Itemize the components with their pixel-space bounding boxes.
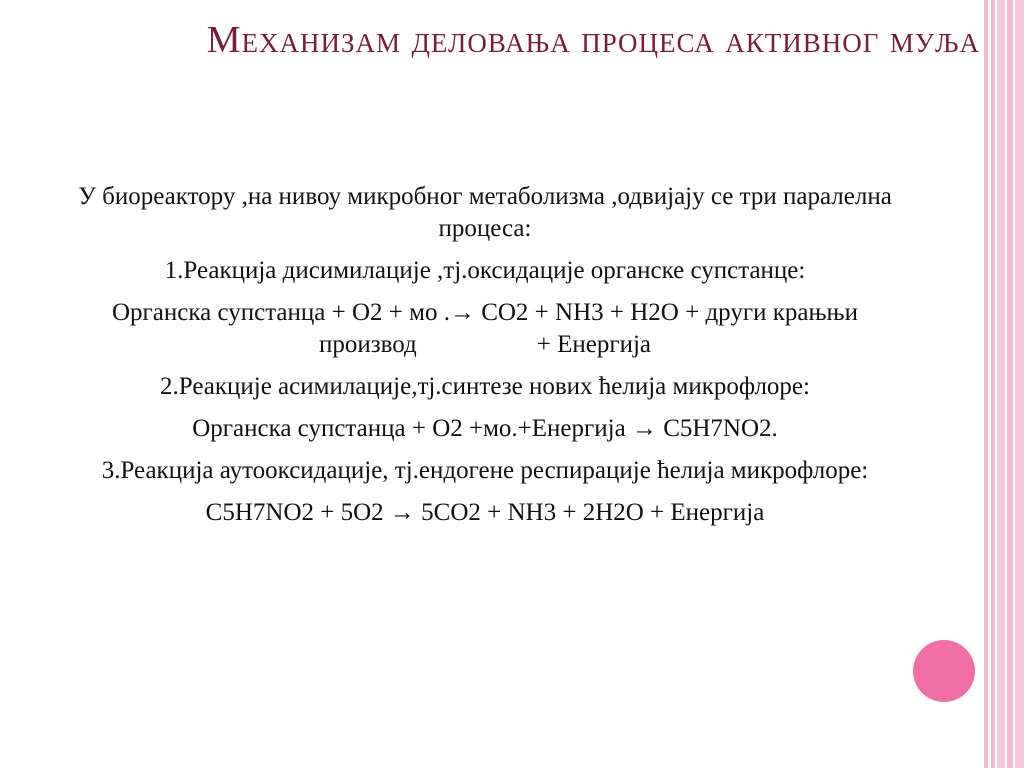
slide-title: Механизам деловања процеса активног муља	[206, 19, 980, 61]
stripe	[991, 0, 995, 768]
reaction-1-heading: 1.Реакција дисимилације ,тј.оксидације органске супстанце:	[164, 257, 806, 284]
slide-body	[60, 181, 910, 539]
decorative-pink-circle	[913, 640, 975, 702]
reaction-1-equation-main: Органска супстанца + О2 + мо .→ CO2 + NH3 + H2O + други крањњи производ	[111, 299, 859, 358]
reaction-2-equation: Органска супстанца + О2 +мо.+Енергија → C5H7NO2.	[192, 415, 778, 442]
intro-paragraph: У биореактору ,на нивоу микробног метаболизма ,одвијају се три паралелна процеса:	[78, 183, 892, 242]
stripe	[1015, 0, 1024, 768]
reaction-3-heading: 3.Реакција аутооксидације, тј.ендогене респирације ћелија микрофлоре:	[101, 457, 869, 484]
stripe	[984, 0, 988, 768]
reaction-2-heading: 2.Реакције асимилације,тј.синтезе нових ћелија микрофлоре:	[160, 373, 810, 400]
reaction-1-equation	[60, 297, 910, 361]
reaction-3-equation: C5H7NO2 + 5O2 → 5CO2 + NH3 + 2H2O + Енергија	[205, 499, 765, 526]
decorative-side-stripes	[984, 0, 1024, 768]
reaction-1-equation-energy: + Енергија	[536, 331, 652, 358]
stripe	[1007, 0, 1013, 768]
stripe	[997, 0, 1005, 768]
